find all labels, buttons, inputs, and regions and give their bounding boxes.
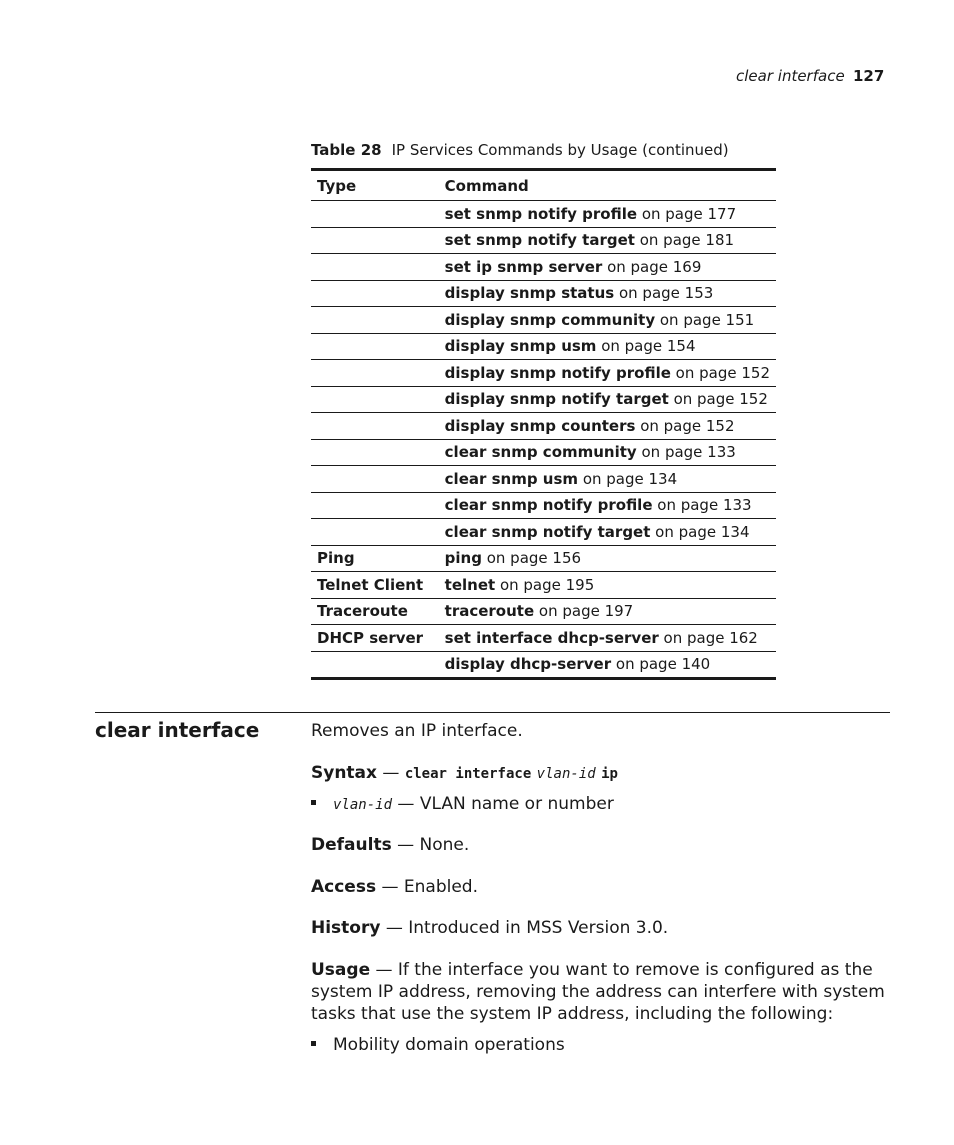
access-label: Access bbox=[311, 877, 377, 897]
row-type: Traceroute bbox=[311, 598, 439, 625]
syntax-command: clear interface bbox=[404, 766, 532, 782]
row-type bbox=[311, 439, 439, 466]
table-caption-text: IP Services Commands by Usage (continued) bbox=[391, 141, 729, 159]
row-command bbox=[439, 492, 776, 519]
command-name: display snmp community bbox=[444, 310, 656, 329]
access-line bbox=[311, 876, 891, 898]
command-name: clear snmp notify target bbox=[444, 522, 651, 541]
parameter-description: — VLAN name or number bbox=[392, 794, 614, 814]
table-row bbox=[311, 519, 776, 546]
page-reference: on page 197 bbox=[534, 602, 634, 621]
table-header-row bbox=[311, 170, 776, 201]
table-row bbox=[311, 307, 776, 334]
table-row bbox=[311, 492, 776, 519]
table-caption bbox=[311, 141, 729, 159]
usage-label: Usage bbox=[311, 960, 371, 980]
row-command bbox=[439, 307, 776, 334]
syntax-argument: vlan-id bbox=[536, 766, 596, 782]
row-command bbox=[439, 572, 776, 599]
defaults-label: Defaults bbox=[311, 835, 392, 855]
history-label: History bbox=[311, 918, 381, 938]
row-command bbox=[439, 280, 776, 307]
table-row bbox=[311, 360, 776, 387]
page-reference: on page 181 bbox=[634, 231, 735, 250]
row-command bbox=[439, 598, 776, 625]
row-command bbox=[439, 625, 776, 652]
table-row bbox=[311, 201, 776, 228]
page-reference: on page 152 bbox=[668, 390, 768, 409]
page-reference: on page 162 bbox=[658, 628, 758, 647]
page-reference: on page 177 bbox=[637, 204, 737, 223]
column-header-command: Command bbox=[439, 170, 776, 201]
row-type bbox=[311, 227, 439, 254]
command-name: ping bbox=[444, 549, 482, 568]
row-command bbox=[439, 519, 776, 546]
command-name: set ip snmp server bbox=[444, 257, 603, 276]
page-number: 127 bbox=[853, 67, 885, 85]
table-row bbox=[311, 333, 776, 360]
command-name: traceroute bbox=[444, 602, 535, 621]
usage-bullet-item bbox=[311, 1034, 891, 1056]
commands-table bbox=[311, 168, 776, 680]
row-command bbox=[439, 360, 776, 387]
command-name: set interface dhcp-server bbox=[444, 628, 659, 647]
dash: — bbox=[377, 763, 405, 783]
row-type bbox=[311, 519, 439, 546]
table-row bbox=[311, 254, 776, 281]
defaults-text: — None. bbox=[391, 835, 470, 855]
row-type bbox=[311, 651, 439, 679]
command-name: set snmp notify profile bbox=[444, 204, 638, 223]
column-header-type: Type bbox=[311, 170, 439, 201]
row-type bbox=[311, 466, 439, 493]
command-name: display snmp counters bbox=[444, 416, 636, 435]
page-reference: on page 154 bbox=[596, 337, 696, 356]
usage-bullet-text: Mobility domain operations bbox=[333, 1035, 565, 1055]
row-type bbox=[311, 280, 439, 307]
table-row bbox=[311, 651, 776, 679]
table-row bbox=[311, 413, 776, 440]
page-reference: on page 133 bbox=[636, 443, 736, 462]
history-text: — Introduced in MSS Version 3.0. bbox=[380, 918, 669, 938]
page-reference: on page 140 bbox=[611, 655, 711, 674]
row-type bbox=[311, 492, 439, 519]
defaults-line bbox=[311, 834, 891, 856]
table-row bbox=[311, 227, 776, 254]
section-title: clear interface bbox=[95, 718, 260, 742]
syntax-keyword: ip bbox=[601, 766, 618, 782]
section-description: Removes an IP interface. bbox=[311, 721, 523, 741]
table-row bbox=[311, 625, 776, 652]
page-reference: on page 152 bbox=[635, 416, 735, 435]
page-reference: on page 134 bbox=[578, 469, 678, 488]
row-command bbox=[439, 545, 776, 572]
row-type: Telnet Client bbox=[311, 572, 439, 599]
row-type bbox=[311, 307, 439, 334]
command-name: set snmp notify target bbox=[444, 231, 635, 250]
bullet-icon bbox=[311, 800, 316, 805]
row-command bbox=[439, 413, 776, 440]
command-name: display snmp notify target bbox=[444, 390, 669, 409]
table-row bbox=[311, 280, 776, 307]
table-row bbox=[311, 439, 776, 466]
row-type bbox=[311, 333, 439, 360]
row-command bbox=[439, 466, 776, 493]
table-row bbox=[311, 466, 776, 493]
command-name: display snmp usm bbox=[444, 337, 597, 356]
row-type bbox=[311, 254, 439, 281]
page-reference: on page 133 bbox=[652, 496, 752, 515]
page-reference: on page 152 bbox=[670, 363, 770, 382]
row-command bbox=[439, 201, 776, 228]
usage-paragraph bbox=[311, 959, 891, 1025]
command-name: clear snmp notify profile bbox=[444, 496, 653, 515]
parameter-item bbox=[311, 793, 891, 816]
row-command bbox=[439, 439, 776, 466]
table-row bbox=[311, 545, 776, 572]
syntax-label: Syntax bbox=[311, 763, 377, 783]
row-type bbox=[311, 386, 439, 413]
row-type: Ping bbox=[311, 545, 439, 572]
page-reference: on page 134 bbox=[650, 522, 750, 541]
row-type bbox=[311, 201, 439, 228]
row-type bbox=[311, 413, 439, 440]
command-name: display snmp notify profile bbox=[444, 363, 671, 382]
row-type bbox=[311, 360, 439, 387]
page-reference: on page 156 bbox=[481, 549, 582, 568]
row-command bbox=[439, 333, 776, 360]
page-reference: on page 153 bbox=[614, 284, 714, 303]
access-text: — Enabled. bbox=[376, 877, 478, 897]
history-line bbox=[311, 917, 891, 939]
page-reference: on page 195 bbox=[495, 575, 595, 594]
command-name: telnet bbox=[444, 575, 496, 594]
row-type: DHCP server bbox=[311, 625, 439, 652]
page-reference: on page 151 bbox=[655, 310, 755, 329]
command-name: display snmp status bbox=[444, 284, 615, 303]
table-row bbox=[311, 598, 776, 625]
parameter-name: vlan-id bbox=[333, 797, 393, 813]
section-divider bbox=[95, 712, 890, 713]
table-row bbox=[311, 386, 776, 413]
row-command bbox=[439, 386, 776, 413]
command-name: clear snmp usm bbox=[444, 469, 579, 488]
usage-text: — If the interface you want to remove is configured as the system IP address, removing the address can interfere with system tasks that use the system IP address, including the following: bbox=[311, 960, 885, 1024]
row-command bbox=[439, 227, 776, 254]
table-caption-label: Table 28 bbox=[311, 141, 382, 159]
table-row bbox=[311, 572, 776, 599]
command-name: clear snmp community bbox=[444, 443, 637, 462]
page-reference: on page 169 bbox=[602, 257, 702, 276]
syntax-line bbox=[311, 762, 891, 785]
running-header-title: clear interface bbox=[736, 67, 845, 85]
command-name: display dhcp-server bbox=[444, 655, 612, 674]
bullet-icon bbox=[311, 1041, 316, 1046]
row-command bbox=[439, 254, 776, 281]
row-command bbox=[439, 651, 776, 679]
